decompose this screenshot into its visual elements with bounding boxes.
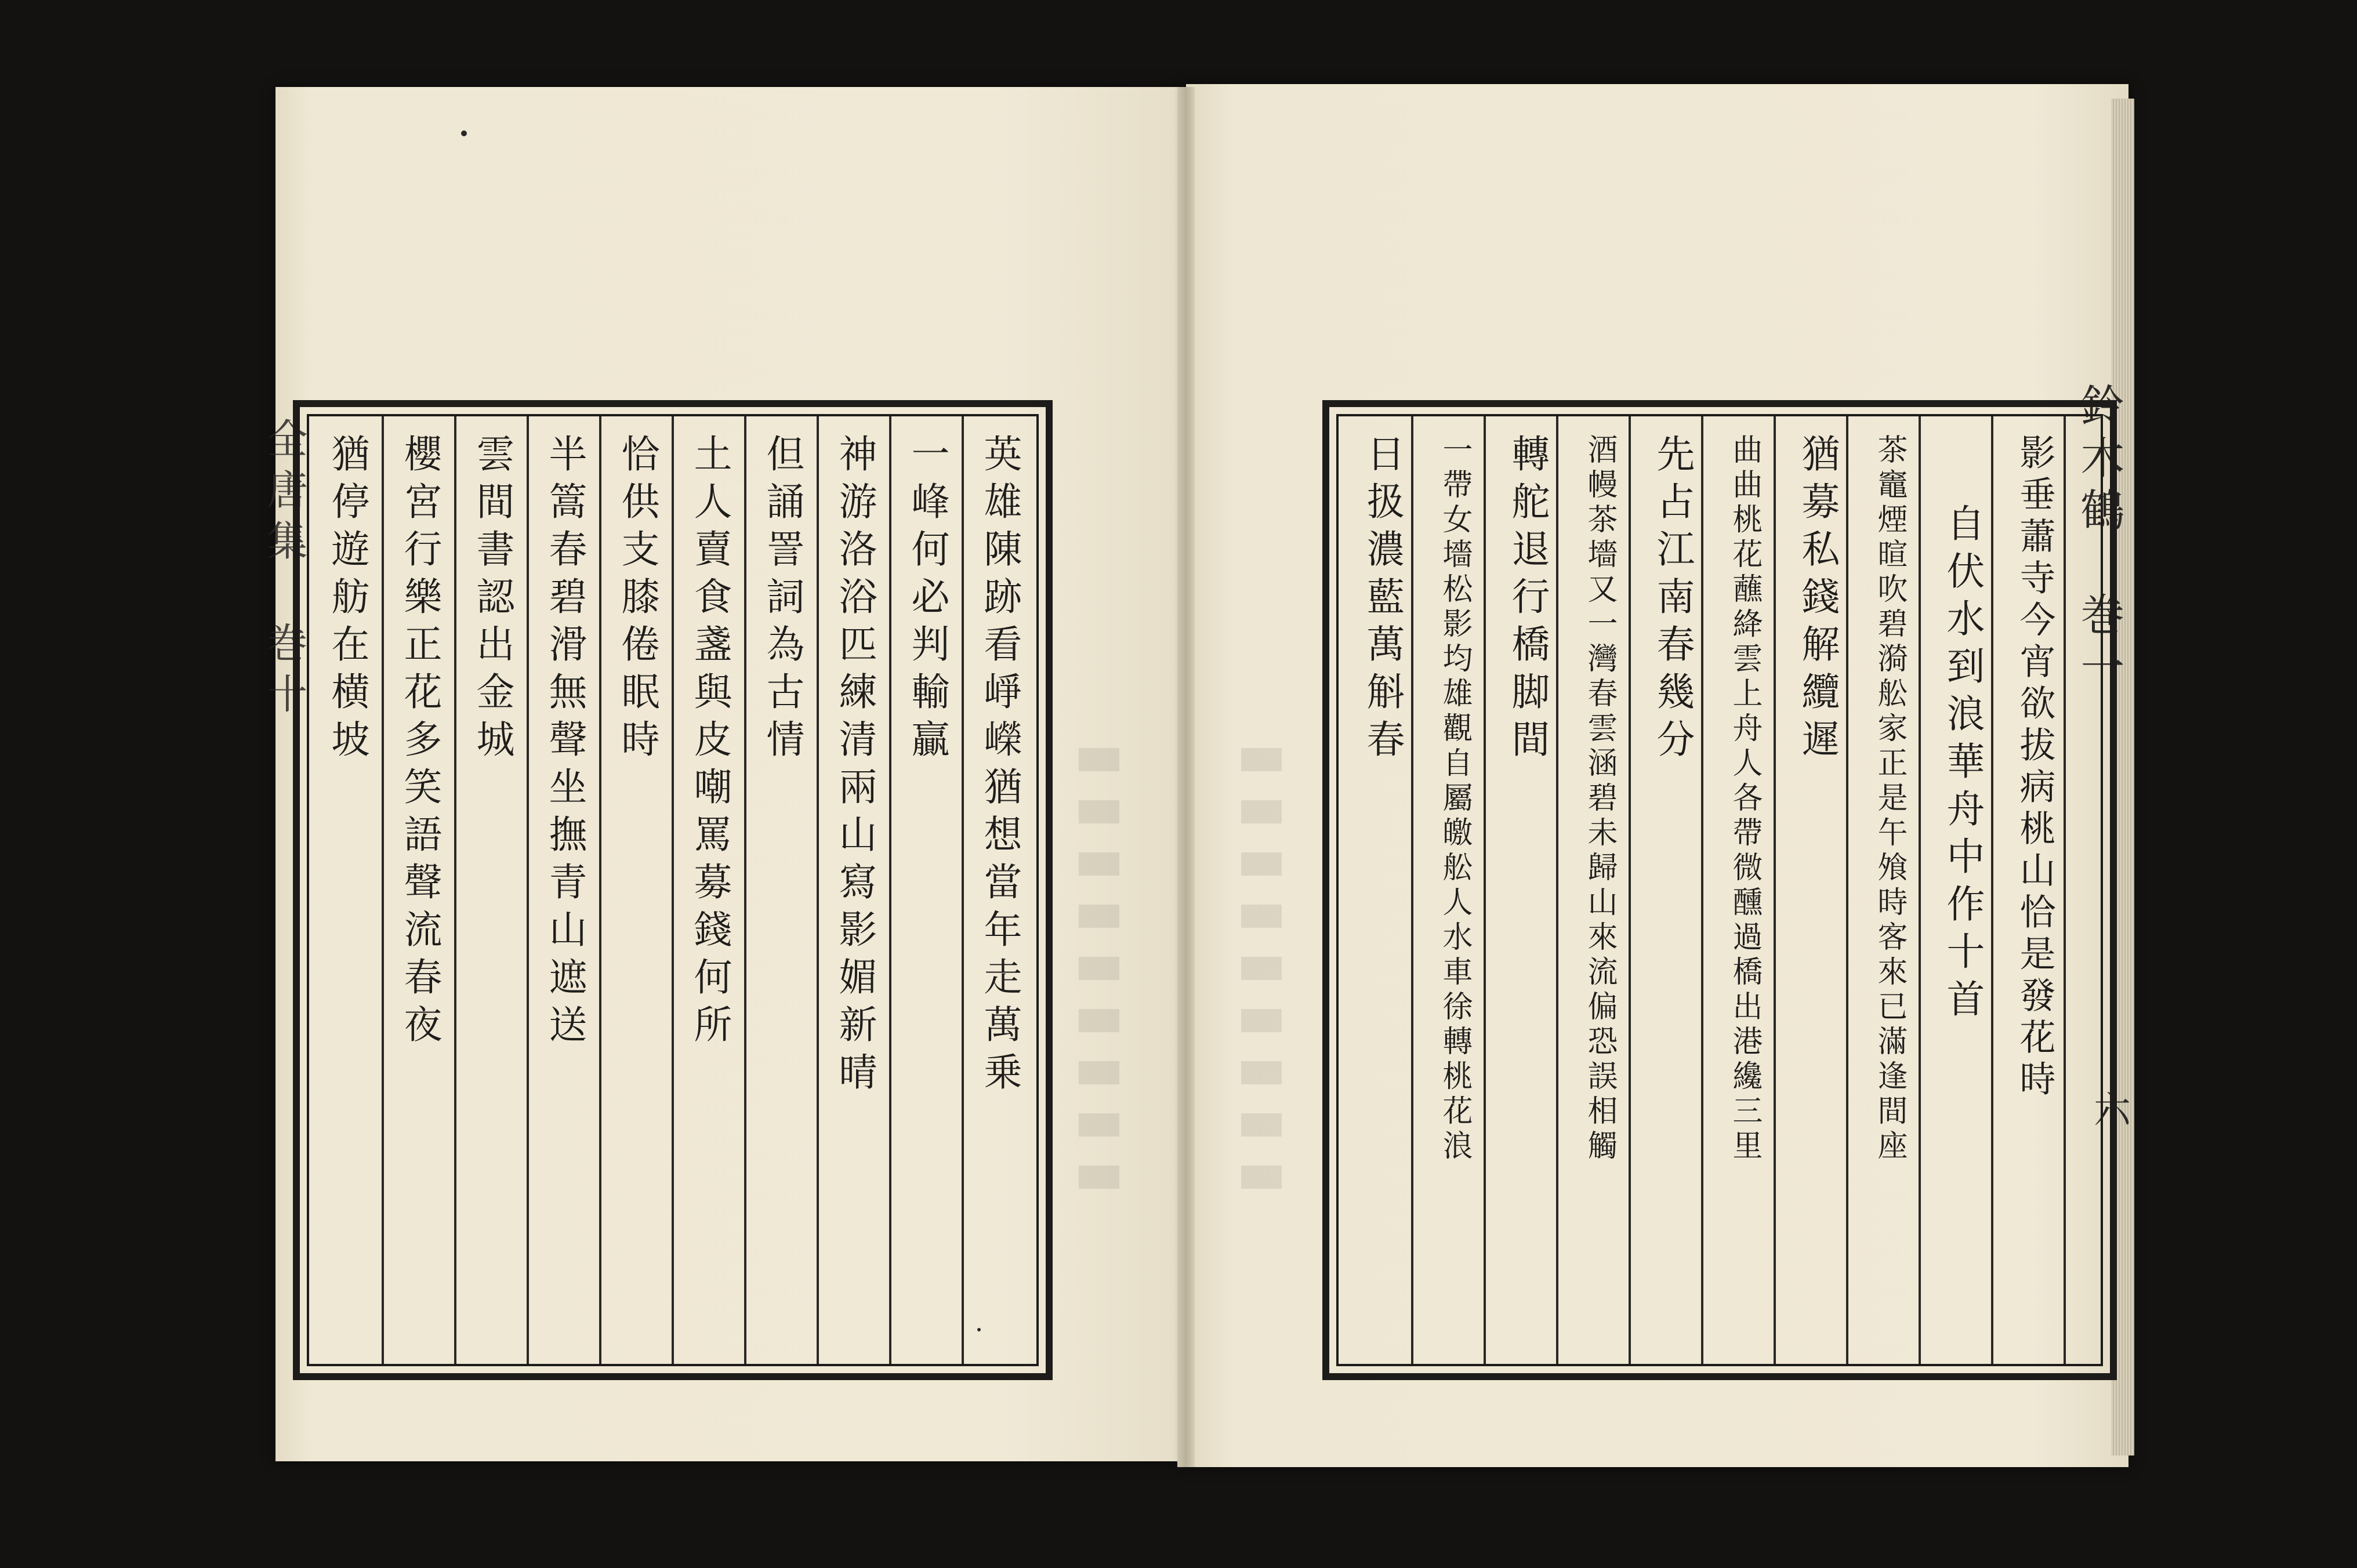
right-edge-title: 鈴木鶴 巻一 — [2073, 383, 2125, 696]
text-column: 神游洛浴匹練清兩山寫影媚新晴 — [832, 434, 877, 1099]
text-column: 猶停遊舫在横坡 — [325, 434, 369, 767]
ink-speck — [461, 130, 467, 136]
text-column: 土人賣食盞與皮嘲罵募錢何所 — [687, 434, 732, 1052]
right-frame-inner — [1336, 414, 2103, 1366]
folio-number: 六 — [2087, 1090, 2130, 1127]
text-column: 猶募私錢解纜遲 — [1795, 434, 1840, 767]
bleed-through-left — [1079, 748, 1119, 1212]
text-column: 櫻宮行樂正花多笑語聲流春夜 — [397, 434, 442, 1052]
book-gutter — [1177, 87, 1195, 1467]
text-column: 半篙春碧滑無聲坐撫青山遮送 — [542, 434, 587, 1052]
text-column: 英雄陳跡看崢嶸猶想當年走萬乗 — [977, 434, 1022, 1099]
text-column: 茶竈煙暄吹碧漪舩家正是午飧時客來已滿逢間座 — [1872, 434, 1907, 1164]
text-column: 雲間書認出金城 — [470, 434, 514, 767]
left-edge-title: 全唐集 巻十 — [260, 418, 308, 724]
text-column: 但誦詈詞為古情 — [760, 434, 804, 767]
text-column: 自伏水到浪華舟中作十首 — [1940, 503, 1985, 1026]
text-column: 酒幔茶墻又一灣春雲涵碧未歸山來流偏恐誤相觸 — [1582, 434, 1617, 1164]
text-column: 影垂蕭寺今宵欲拔病桃山恰是發花時 — [2014, 434, 2056, 1102]
left-text-frame — [293, 400, 1053, 1380]
text-column: 曲曲桃花蘸絳雲上舟人各帶微醺過橋出港纔三里 — [1727, 434, 1762, 1164]
text-column: 日扱濃藍萬斛春 — [1360, 434, 1405, 767]
text-column: 一帶女墻松影均雄觀自屬皦舩人水車徐轉桃花浪 — [1437, 434, 1472, 1164]
bleed-through-right — [1241, 748, 1282, 1212]
left-frame-inner — [307, 414, 1039, 1366]
text-column: 一峰何必判輸贏 — [905, 434, 949, 767]
text-column: 先占江南春幾分 — [1650, 434, 1695, 767]
text-column: 轉舵退行橋脚間 — [1505, 434, 1550, 767]
text-column: 恰供支膝倦眠時 — [615, 434, 659, 767]
right-text-frame — [1322, 400, 2117, 1380]
